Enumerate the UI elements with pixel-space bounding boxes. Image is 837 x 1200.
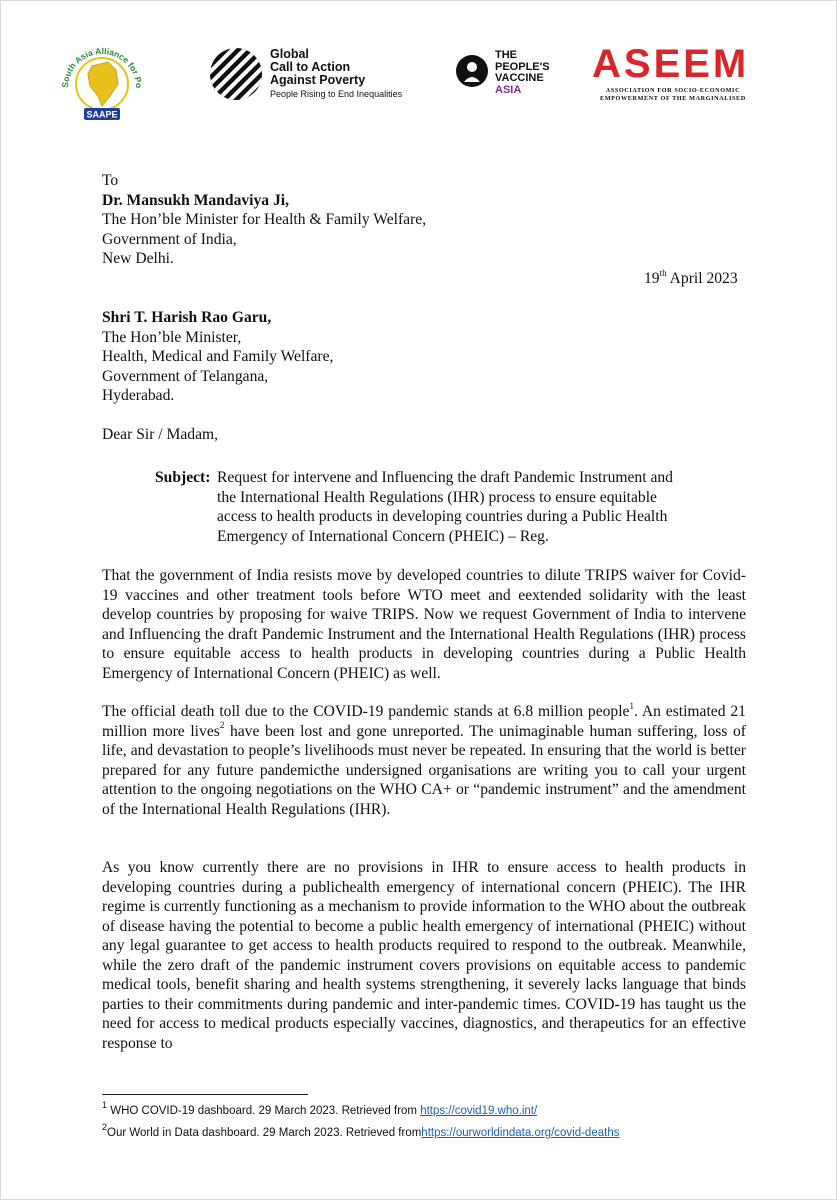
gcap-logo [208, 46, 418, 102]
para2-part: . An estimated 21 million more lives [102, 703, 746, 740]
body-paragraph-1: That the government of India resists move by developed countries to dilute TRIPS waiver for Covid-19 vaccines and other treatment tools before WTO meet and eextended solidarity with the least develop countries by proposing for waive TRIPS. Now we request Government of India to intervene and Influencing the draft Pandemic Instrument and the International Health Regulations (IHR) process to ensure equitable access to health products in developing countries during a Public Health Emergency of International Concern (PHEIC) as well. [102, 567, 746, 682]
salutation [102, 425, 218, 445]
peoples-vaccine-logo [455, 50, 565, 100]
date-rest: April 2023 [666, 270, 738, 287]
footnote-1-text: WHO COVID-19 dashboard. 29 March 2023. Retrieved from [107, 1105, 421, 1117]
footnote-2 [102, 1122, 620, 1140]
recipient2-line: The Hon’ble Minister, [102, 328, 242, 346]
vaccine-line4: ASIA [495, 83, 522, 96]
footnote-1-link[interactable]: https://covid19.who.int/ [420, 1105, 538, 1117]
recipient1-line: Government of India, [102, 230, 237, 248]
subject-line: the International Health Regulations (IHR) process to ensure equitable [217, 488, 657, 506]
aseem-sub1: ASSOCIATION FOR SOCIO-ECONOMIC [605, 87, 741, 94]
recipient1-line: New Delhi. [102, 250, 174, 267]
footnote-1 [102, 1100, 538, 1118]
footnote-2-number: 2 [102, 1122, 108, 1133]
subject-label: Subject: [155, 469, 211, 486]
body-paragraph-2 [102, 702, 746, 819]
date-day: 19 [644, 270, 660, 287]
subject-line: access to health products in developing countries during a Public Health [217, 508, 668, 525]
aseem-logo [592, 42, 772, 102]
body-paragraph-3: As you know currently there are no provisions in IHR to ensure access to health products in developing countries during a publichealth emergency of international concern (PHEIC). The IHR regime is currently functioning as a mechanism to provide information to the WHO about the outbreak of disease having the potential to become a public health emergency of international (PHEIC) without any legal guarantee to get access to health products required to respond to the outbreak. Meanwhile, while the zero draft of the pandemic instrument covers provisions on equitable access to pandemic medical tools, benefit sharing and health systems strengthening, it severely lacks language that binds parties to their commitments during pandemic and inter-pandemic times. COVID-19 has taught us the need for access to medical products especially vaccines, diagnostics, and therapeutics for an effective response to [102, 859, 746, 1052]
gcap-line1: Global [270, 47, 309, 61]
saape-logo [58, 40, 146, 122]
footnote-1-number: 1 [102, 1100, 108, 1111]
gcap-tagline: People Rising to End Inequalities [270, 89, 403, 99]
gcap-line3: Against Poverty [270, 73, 366, 87]
subject-line: Emergency of International Concern (PHEIC) – Reg. [217, 527, 549, 545]
recipient2-name: Shri T. Harish Rao Garu, [102, 309, 272, 326]
footnote-ref-1: 1 [629, 700, 634, 711]
date-suffix: th [659, 267, 667, 278]
recipient1-name: Dr. Mansukh Mandaviya Ji, [102, 191, 290, 209]
footnote-ref-2: 2 [219, 720, 225, 731]
salutation-text: Dear Sir / Madam, [102, 426, 219, 443]
subject-text [217, 468, 673, 546]
subject-line: Request for intervene and Influencing the draft Pandemic Instrument and [217, 469, 673, 486]
recipient-block-1 [102, 171, 426, 269]
letter-date [644, 269, 738, 289]
saape-ring-text: South Asia Alliance for Po [59, 45, 145, 89]
logo-strip [0, 38, 837, 128]
vaccine-head-icon [455, 54, 489, 88]
vaccine-line3: VACCINE [495, 72, 544, 84]
aseem-name: ASEEM [592, 42, 750, 86]
recipient2-line: Hyderabad. [102, 387, 175, 404]
footnote-divider [102, 1094, 308, 1095]
gcap-stripes-icon [208, 46, 264, 102]
recipient1-line: The Hon’ble Minister for Health & Family Welfare, [102, 211, 427, 228]
vaccine-line2: PEOPLE'S [495, 60, 550, 73]
gcap-line2: Call to Action [270, 60, 351, 74]
recipient-block-2 [102, 308, 333, 406]
recipient2-line: Government of Telangana, [102, 367, 269, 385]
vaccine-line1: THE [495, 49, 517, 61]
footnote-2-link[interactable]: https://ourworldindata.org/covid-deaths [421, 1127, 620, 1139]
para2-part: The official death toll due to the COVID-19 pandemic stands at 6.8 million people [102, 703, 630, 720]
saape-badge-text: SAAPE [86, 109, 118, 120]
to-label: To [102, 172, 119, 189]
para2-part: have been lost and gone unreported. The unimaginable human suffering, loss of life, and devastation to people’s livelihoods must never be repeated. In ensuring that the world is better prepared for any future pandemicthe undersigned organisations are writing you to call your urgent attention to the ongoing negotiations on the WHO CA+ or “pandemic instrument” and the amendment of the International Health Regulations (IHR). [102, 722, 746, 818]
recipient2-line: Health, Medical and Family Welfare, [102, 348, 334, 365]
footnote-2-text: Our World in Data dashboard. 29 March 2023. Retrieved from [107, 1127, 422, 1139]
aseem-sub2: EMPOWERMENT OF THE MARGINALISED [600, 95, 746, 102]
